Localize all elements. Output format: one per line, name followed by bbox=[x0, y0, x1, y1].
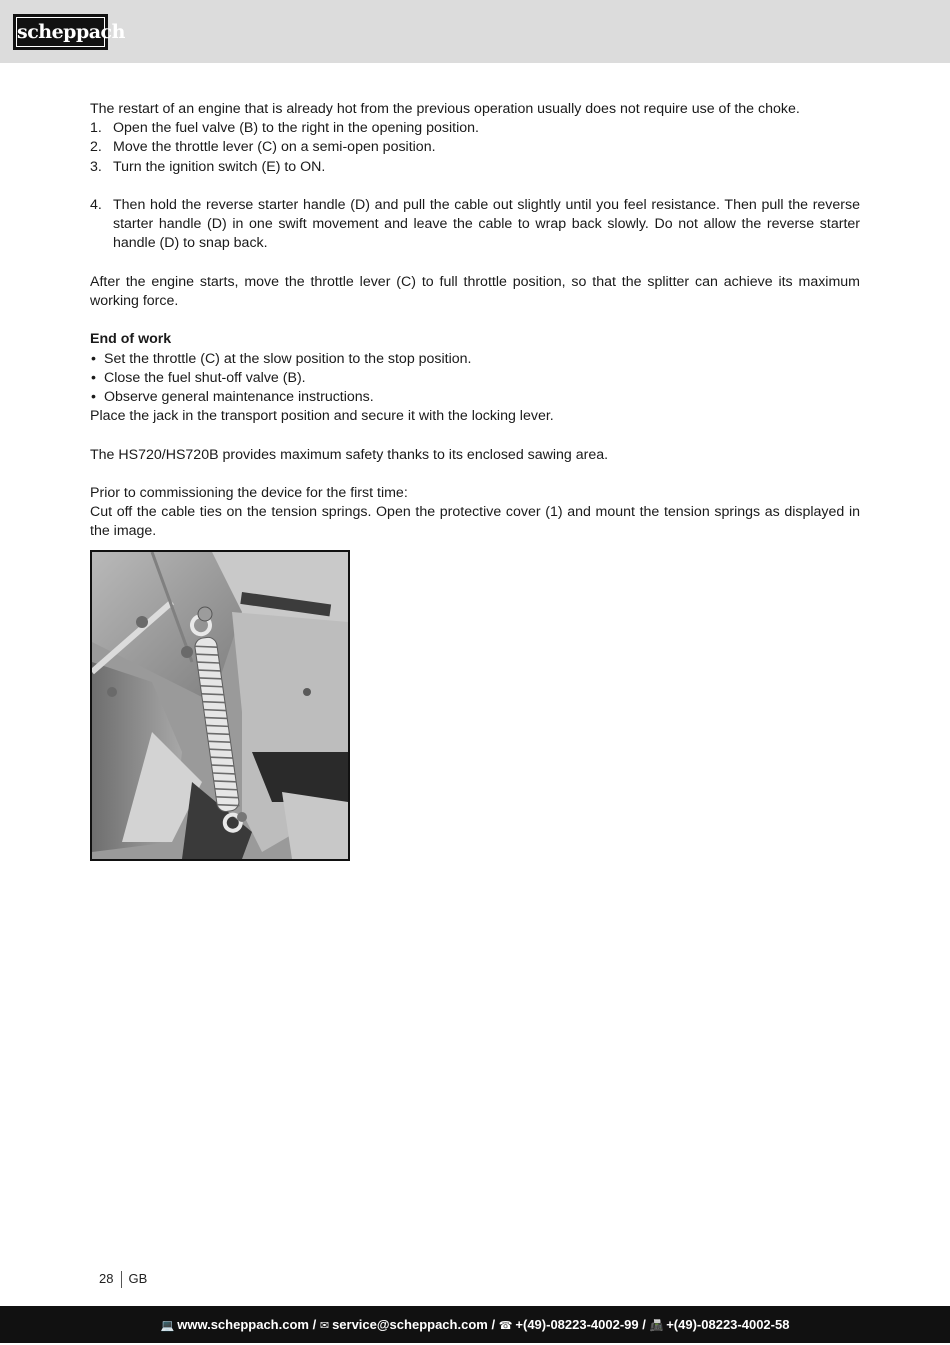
contact-footer-bar bbox=[0, 1306, 950, 1343]
step-text: Then hold the reverse starter handle (D) and pull the cable out slightly until you feel resistance. Then pull the reverse starter handle (D) in one swift movement and leave the cable to wrap back slowly. Do not allow the reverse starter handle (D) to snap back. bbox=[113, 197, 860, 252]
step-text: Open the fuel valve (B) to the right in the opening position. bbox=[113, 120, 479, 137]
paragraph-prior: Prior to commissioning the device for the first time: bbox=[90, 484, 408, 501]
fax-number: +(49)-08223-4002-58 bbox=[666, 1317, 790, 1332]
scheppach-logo bbox=[13, 14, 125, 50]
phone-number: +(49)-08223-4002-99 bbox=[515, 1317, 639, 1332]
email-icon: ✉ bbox=[319, 1320, 330, 1332]
step-text: Move the throttle lever (C) on a semi-open position. bbox=[113, 139, 436, 156]
step-1 bbox=[90, 119, 860, 138]
step-3 bbox=[90, 158, 860, 177]
step-number: 3. bbox=[90, 158, 102, 175]
tension-spring-photo bbox=[90, 550, 350, 861]
separator: / bbox=[491, 1317, 496, 1332]
bullet-text: Observe general maintenance instructions. bbox=[104, 389, 374, 405]
step-number: 1. bbox=[90, 120, 102, 137]
paragraph-jack: Place the jack in the transport position and secure it with the locking lever. bbox=[90, 408, 554, 425]
bullet-text: Close the fuel shut-off valve (B). bbox=[104, 369, 306, 386]
paragraph-cut-ties: Cut off the cable ties on the tension springs. Open the protective cover (1) and mount the tension springs as displayed in the image. bbox=[90, 504, 860, 540]
logo-text: scheppach bbox=[16, 17, 105, 47]
page-content bbox=[90, 100, 860, 542]
end-of-work-heading: End of work bbox=[90, 331, 172, 348]
phone-icon: ☎ bbox=[498, 1320, 513, 1332]
page-footer-number bbox=[99, 1271, 147, 1288]
bullet-item: • Close the fuel shut-off valve (B). bbox=[91, 369, 306, 386]
spring-illustration bbox=[92, 552, 348, 859]
step-number: 4. bbox=[90, 197, 102, 213]
bullet-text: Set the throttle (C) at the slow position to the stop position. bbox=[104, 350, 472, 367]
step-4 bbox=[90, 196, 860, 254]
computer-icon: 💻 bbox=[160, 1320, 175, 1332]
paragraph-after-start: After the engine starts, move the throttle lever (C) to full throttle position, so that the splitter can achieve its maximum working force. bbox=[90, 273, 860, 309]
language-code: GB bbox=[128, 1271, 148, 1286]
separator: / bbox=[312, 1317, 317, 1332]
page-header bbox=[0, 0, 950, 63]
paragraph-safety: The HS720/HS720B provides maximum safety thanks to its enclosed sawing area. bbox=[90, 446, 609, 463]
step-text: Turn the ignition switch (E) to ON. bbox=[113, 158, 326, 175]
fax-icon: 📠 bbox=[649, 1320, 664, 1332]
bullet-item: • Set the throttle (C) at the slow position to the stop position. bbox=[91, 350, 472, 367]
website-link[interactable]: www.scheppach.com bbox=[177, 1317, 309, 1332]
page-number: 28 bbox=[99, 1271, 114, 1286]
step-number: 2. bbox=[90, 139, 102, 156]
paragraph-restart: The restart of an engine that is already hot from the previous operation usually does not require use of the choke. bbox=[90, 101, 800, 117]
email-link[interactable]: service@scheppach.com bbox=[332, 1317, 488, 1332]
step-2 bbox=[90, 138, 860, 157]
bullet-item: • Observe general maintenance instructions. bbox=[91, 389, 374, 405]
separator: / bbox=[642, 1317, 646, 1332]
